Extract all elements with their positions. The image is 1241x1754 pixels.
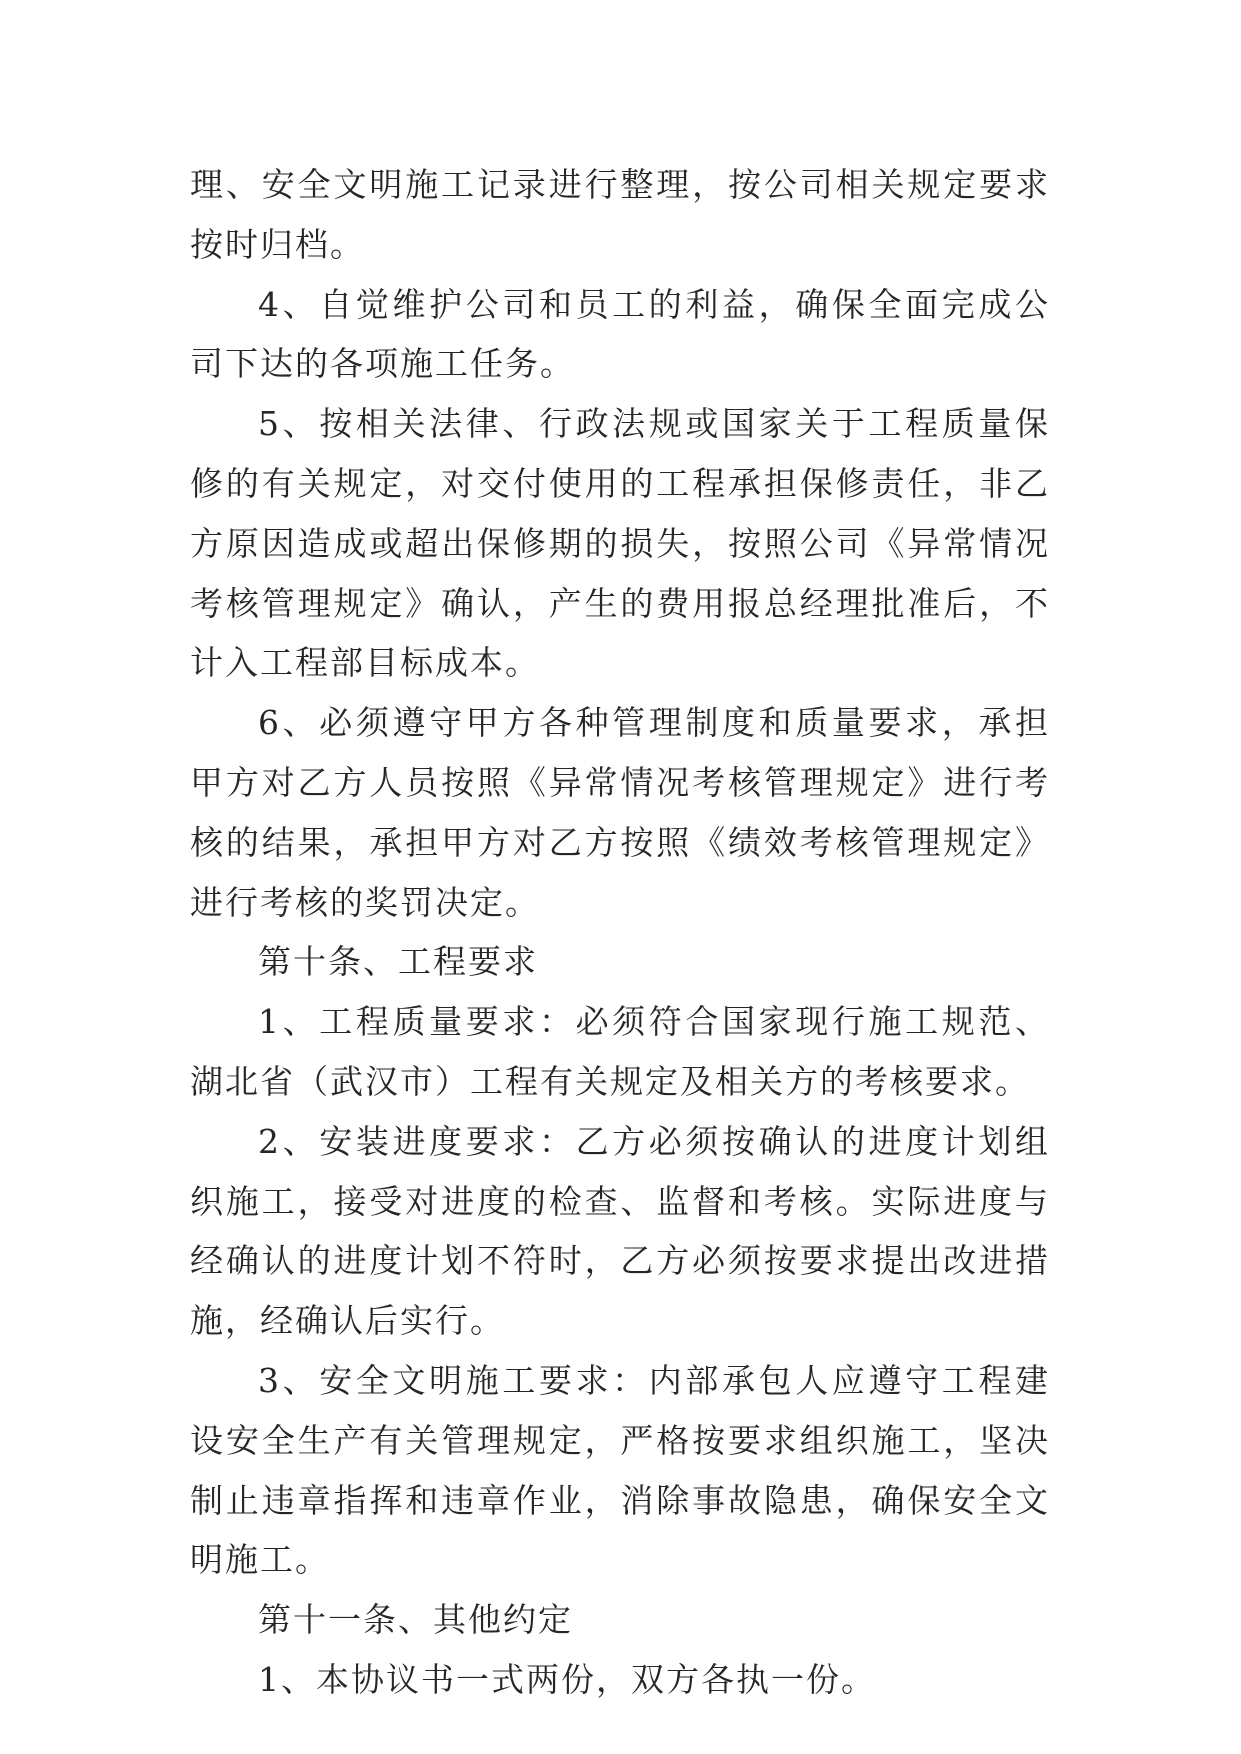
paragraph-quality-requirement: 1、工程质量要求：必须符合国家现行施工规范、湖北省（武汉市）工程有关规定及相关方的考核要求。: [190, 1002, 1050, 1101]
section-heading-article-11: 第十一条、其他约定: [258, 1600, 573, 1640]
paragraph-continuation: 理、安全文明施工记录进行整理，按公司相关规定要求按时归档。: [190, 165, 1050, 264]
paragraph-item-5: 5、按相关法律、行政法规或国家关于工程质量保修的有关规定，对交付使用的工程承担保修责任，非乙方原因造成或超出保修期的损失，按照公司《异常情况考核管理规定》确认，产生的费用报总经理批准后，不计入工程部目标成本。: [190, 404, 1050, 683]
paragraph-safety-requirement: 3、安全文明施工要求：内部承包人应遵守工程建设安全生产有关管理规定，严格按要求组织施工，坚决制止违章指挥和违章作业，消除事故隐患，确保安全文明施工。: [190, 1360, 1050, 1580]
paragraph-copies: 1、本协议书一式两份，双方各执一份。: [258, 1659, 876, 1699]
paragraph-schedule-requirement: 2、安装进度要求：乙方必须按确认的进度计划组织施工，接受对进度的检查、监督和考核。实际进度与经确认的进度计划不符时，乙方必须按要求提出改进措施，经确认后实行。: [190, 1121, 1050, 1341]
section-heading-article-10: 第十条、工程要求: [258, 942, 538, 982]
paragraph-item-6: 6、必须遵守甲方各种管理制度和质量要求，承担甲方对乙方人员按照《异常情况考核管理规定》进行考核的结果，承担甲方对乙方按照《绩效考核管理规定》进行考核的奖罚决定。: [190, 703, 1050, 922]
paragraph-item-4: 4、自觉维护公司和员工的利益，确保全面完成公司下达的各项施工任务。: [190, 284, 1050, 384]
document-body: [190, 155, 1050, 1710]
